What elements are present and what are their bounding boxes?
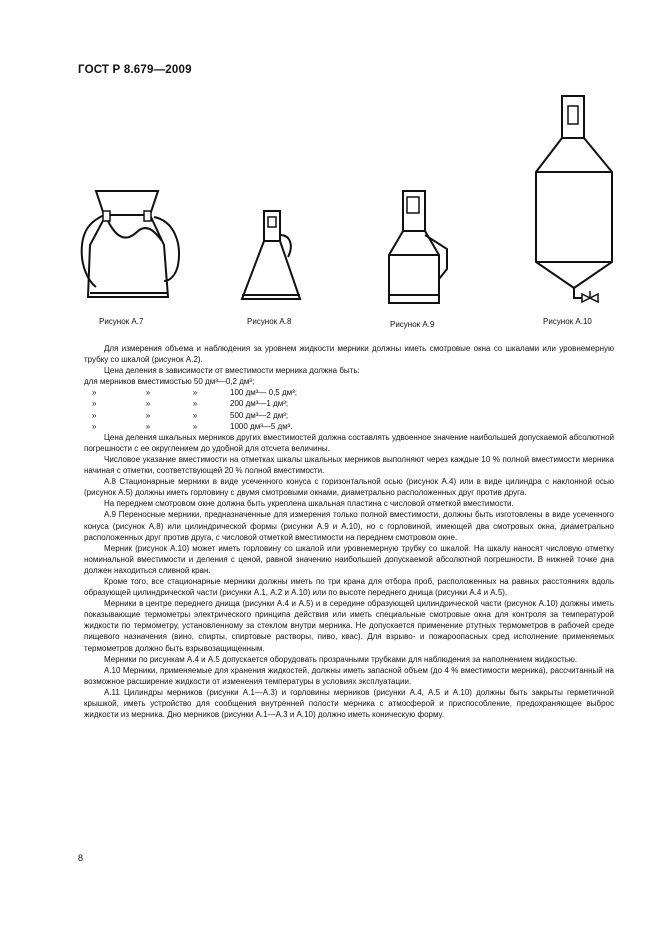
figure-a9-caption: Рисунок А.9 (390, 320, 435, 329)
paragraph: А.9 Переносные мерники, предназначенные для измерения только полной вместимости, должны быть изготовлены в виде усеченного конуса (рисунок А.8) или цилиндрической формы (рисунки А.9 и А.10), но с горловиной, имеющей два смотровых окна, диаметрально расположенных друг против друга, с числовой отметкой вместимости на переднем смотровом окне. (84, 510, 614, 542)
figure-a10-drawing (528, 92, 618, 312)
paragraph: Цена деления в зависимости от вместимости мерника должна быть: (104, 366, 360, 376)
paragraph: Мерник (рисунок А.10) может иметь горловину со шкалой или уровнемерную трубку со шкалой. На шкалу наносят числовую отметку номинальной вместимости и деления с ценой, равной значению наибольшей допускаемой абсолютной погрешности. В нижней точке дна должен находиться сливной кран. (84, 543, 614, 575)
figure-a7-caption: Рисунок А.7 (99, 317, 144, 326)
figure-a8-drawing (238, 205, 304, 305)
paragraph: Мерники в центре переднего днища (рисунки А.4 и А.5) и в середине образующей цилиндрической части (рисунок А.10) должны иметь показывающие термометры электрического принципа действия или иметь специальные смотровые окна для контроля за температурой жидкости по термометру, установленному за стеклом внутри мерника. Не допускается применение ртутных термометров в рабочей среде пищевого назначения (вино, спирты, спиртовые растворы, пиво, квас). Для взрыво- и пожароопасных сред исполнение применяемых термометров должно быть взрывозащищенным. (84, 599, 614, 653)
scale-intro: для мерников вместимостью 50 дм³—0,2 дм³; (84, 377, 255, 387)
paragraph: Цена деления шкальных мерников других вместимостей должна составлять удвоенное значение наибольшей допускаемой абсолютной погрешности с ее округлением до удобной для отсчета величины. (84, 432, 614, 453)
page-number: 8 (78, 853, 84, 863)
figure-a7-drawing (78, 185, 188, 305)
scale-row: » » » 500 дм³—2 дм³; (92, 410, 289, 420)
paragraph: Числовое указание вместимости на отметках шкалы шкальных мерников выполняют через каждые 10 % полной вместимости мерника начиная с отметки, соответствующей 20 % полной вместимости. (84, 454, 614, 476)
scale-row: » » » 200 дм³—1 дм³; (92, 399, 289, 409)
drain-valve-icon (582, 291, 598, 302)
paragraph: Кроме того, все стационарные мерники должны иметь по три крана для отбора проб, расположенных на равных расстояниях вдоль образующей цилиндрической части (рисунки А.1, А.2 и А.10) или по высоте переднего днища (рисунки А.4 и А.5). (84, 576, 614, 598)
scale-row: » » » 100 дм³— 0,5 дм³; (92, 388, 298, 398)
scale-row: » » » 1000 дм³—5 дм³. (92, 421, 293, 431)
document-header: ГОСТ Р 8.679—2009 (78, 64, 192, 76)
figure-a10-caption: Рисунок А.10 (543, 317, 592, 326)
figure-a8-caption: Рисунок А.8 (247, 317, 292, 326)
paragraph: Для измерения объема и наблюдения за уровнем жидкости мерники должны иметь смотровые окна со шкалами или уровнемерную трубку со шкалой (рисунок А.2). (84, 344, 614, 365)
paragraph: А.8 Стационарные мерники в виде усеченного конуса с горизонтальной осью (рисунок А.4) или в виде цилиндра с наклонной осью (рисунок А.5) должны иметь горловину с двумя смотровыми окнами, диаметрально расположенных друг против друга. (84, 477, 614, 498)
document-body (84, 343, 614, 720)
paragraph: А.11 Цилиндры мерников (рисунки А.1—А.3) и горловины мерников (рисунки А.4, А.5 и А.10) должны быть закрыты герметичной крышкой, иметь устройство для сообщения внутренней полости мерника с атмосферой и приспособление, предохраняющее выброс жидкости из мерника. Дно мерников (рисунки А.1—А.3 и А.10) должно иметь коническую форму. (84, 687, 614, 720)
paragraph: Мерники по рисункам А.4 и А.5 допускается оборудовать прозрачными трубками для наблюдения за наполнением жидкостью. (104, 654, 578, 664)
figure-a9-drawing (385, 185, 465, 305)
paragraph: А.10 Мерники, применяемые для хранения жидкостей, должны иметь запасной объем (до 4 % вместимости мерника), рассчитанный на возможное расширение жидкости от изменения температуры в условиях эксплуатации. (84, 665, 614, 686)
paragraph: На переднем смотровом окне должна быть укреплена шкальная пластина с числовой отметкой вместимости. (104, 499, 514, 509)
